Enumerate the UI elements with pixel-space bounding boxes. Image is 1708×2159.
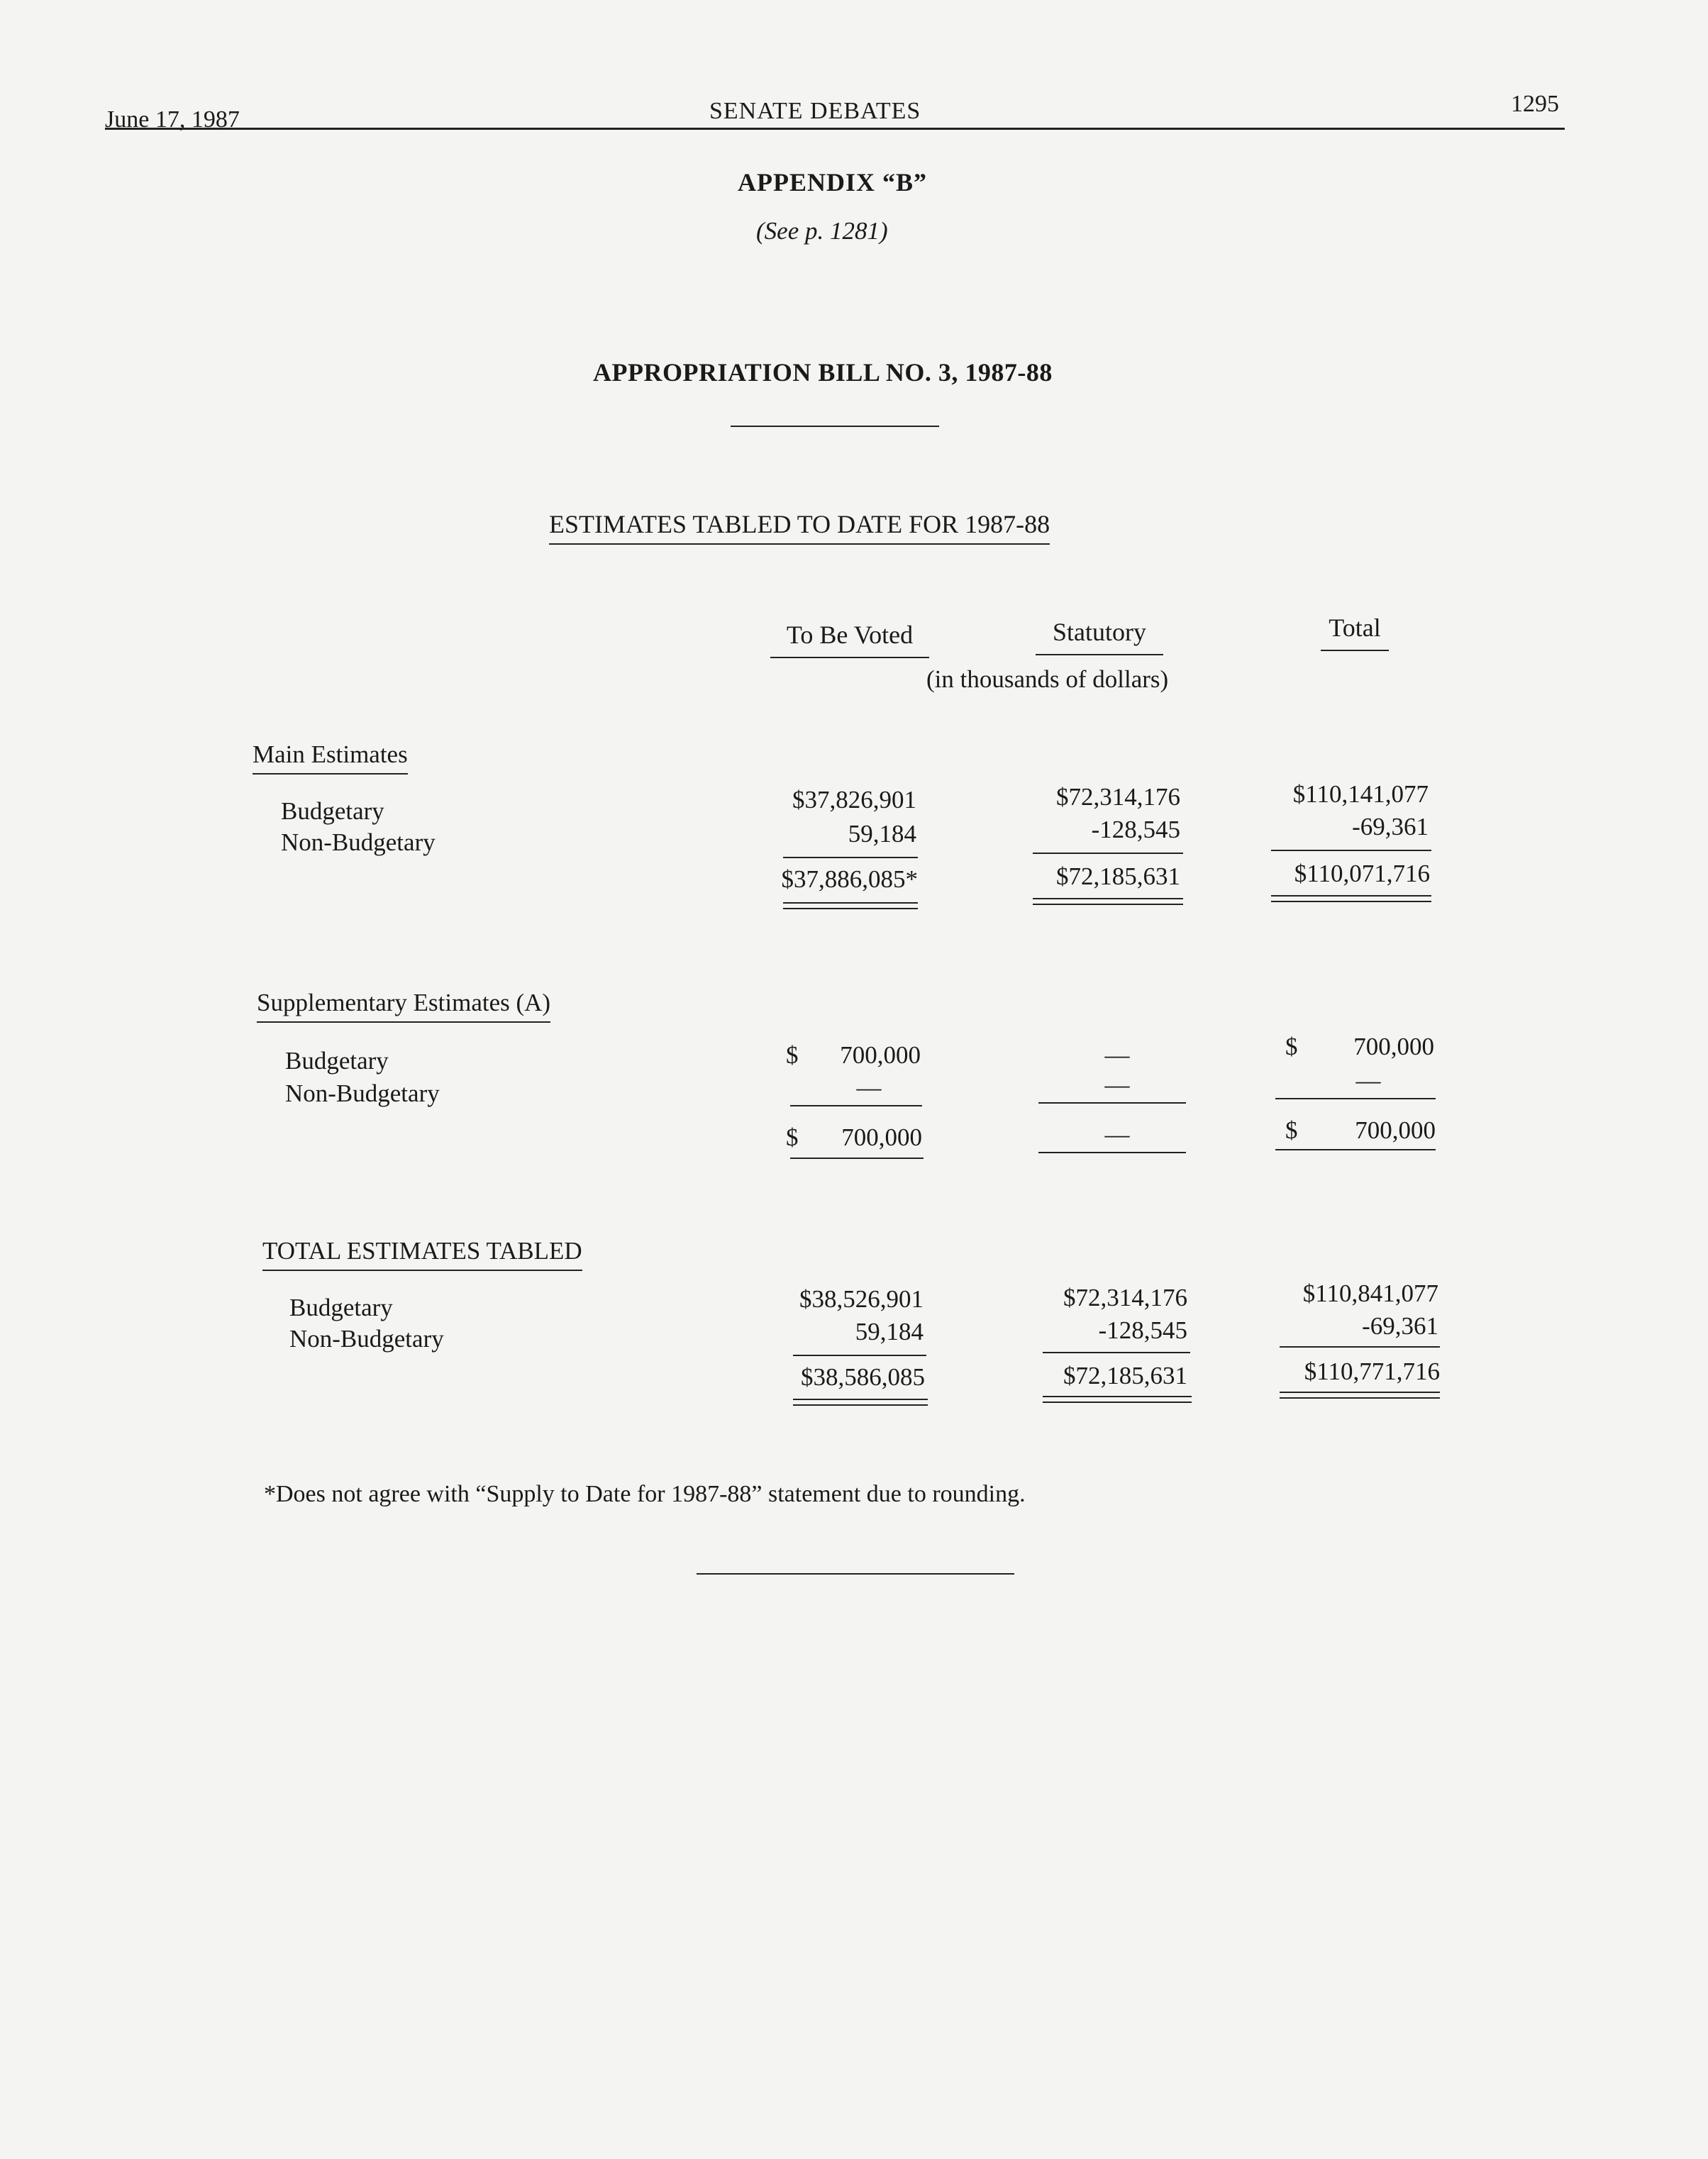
supp-subtotal-total-dollar-sign: $ — [1285, 1116, 1298, 1144]
supp-budgetary-statutory: — — [1104, 1041, 1130, 1069]
bill-title: APPROPRIATION BILL NO. 3, 1987-88 — [593, 358, 1053, 387]
total-subtotal-total: $110,771,716 — [1304, 1358, 1440, 1385]
total-non-budgetary-label: Non-Budgetary — [289, 1325, 444, 1353]
total-subtotal-to-be-voted: $38,586,085 — [801, 1363, 925, 1391]
supp-budgetary-total: 700,000 — [1353, 1033, 1434, 1060]
total-statutory-double-rule — [1043, 1396, 1192, 1403]
main-subtotal-total: $110,071,716 — [1294, 860, 1430, 887]
supp-subtotal-to-be-voted: 700,000 — [841, 1123, 922, 1151]
total-subtotal-statutory: $72,185,631 — [1063, 1362, 1187, 1389]
main-estimates-heading: Main Estimates — [253, 740, 408, 775]
closing-rule — [697, 1573, 1014, 1575]
supp-subtotal-total: 700,000 — [1355, 1116, 1436, 1144]
total-statutory-rule — [1043, 1352, 1190, 1353]
header-rule — [105, 128, 1565, 130]
header-date: June 17, 1987 — [105, 106, 240, 133]
column-header-to-be-voted: To Be Voted — [770, 620, 929, 658]
footnote: *Does not agree with “Supply to Date for 1987-88” statement due to rounding. — [264, 1481, 1026, 1507]
supp-statutory-total-rule — [1038, 1152, 1186, 1153]
supp-non-budgetary-total: — — [1355, 1067, 1381, 1094]
units-note: (in thousands of dollars) — [926, 665, 1169, 693]
supp-budgetary-label: Budgetary — [285, 1047, 389, 1075]
main-non-budgetary-statutory: -128,545 — [1091, 816, 1180, 843]
appendix-title: APPENDIX “B” — [738, 168, 928, 196]
header-publication: SENATE DEBATES — [709, 98, 921, 124]
supp-subtotal-to-be-voted-dollar-sign: $ — [786, 1123, 799, 1151]
main-subtotal-statutory: $72,185,631 — [1056, 862, 1180, 890]
total-total-double-rule — [1280, 1392, 1440, 1399]
main-non-budgetary-label: Non-Budgetary — [281, 828, 436, 856]
total-budgetary-total: $110,841,077 — [1302, 1280, 1438, 1307]
main-statutory-double-rule — [1033, 898, 1183, 905]
supp-non-budgetary-statutory: — — [1104, 1071, 1130, 1099]
supp-total-rule — [1275, 1098, 1436, 1099]
supp-non-budgetary-label: Non-Budgetary — [285, 1080, 440, 1107]
main-non-budgetary-total: -69,361 — [1352, 813, 1429, 840]
supp-budgetary-total-dollar-sign: $ — [1285, 1033, 1298, 1060]
main-budgetary-statutory: $72,314,176 — [1056, 783, 1180, 811]
header-page-number: 1295 — [1511, 91, 1559, 117]
main-to-be-voted-double-rule — [783, 902, 918, 909]
total-estimates-heading: TOTAL ESTIMATES TABLED — [262, 1237, 582, 1271]
total-non-budgetary-statutory: -128,545 — [1098, 1316, 1187, 1344]
total-non-budgetary-to-be-voted: 59,184 — [855, 1318, 924, 1345]
main-statutory-rule — [1033, 853, 1183, 854]
main-non-budgetary-to-be-voted: 59,184 — [848, 820, 916, 848]
total-total-rule — [1280, 1346, 1440, 1348]
supplementary-estimates-heading: Supplementary Estimates (A) — [257, 989, 550, 1023]
main-budgetary-to-be-voted: $37,826,901 — [792, 786, 916, 814]
main-budgetary-total: $110,141,077 — [1292, 780, 1429, 808]
estimates-title: ESTIMATES TABLED TO DATE FOR 1987-88 — [549, 509, 1050, 545]
supp-subtotal-statutory: — — [1104, 1121, 1130, 1148]
main-budgetary-label: Budgetary — [281, 797, 384, 825]
main-to-be-voted-rule — [783, 857, 918, 858]
supp-to-be-voted-rule — [790, 1105, 922, 1106]
supp-total-total-rule — [1275, 1149, 1436, 1150]
main-subtotal-to-be-voted: $37,886,085* — [781, 865, 918, 893]
supp-statutory-rule — [1038, 1102, 1186, 1104]
supp-budgetary-to-be-voted-dollar-sign: $ — [786, 1041, 799, 1069]
main-total-double-rule — [1271, 895, 1431, 902]
total-non-budgetary-total: -69,361 — [1362, 1312, 1438, 1340]
column-header-total: Total — [1321, 613, 1389, 651]
main-total-rule — [1271, 850, 1431, 851]
column-header-statutory: Statutory — [1036, 617, 1163, 655]
supp-non-budgetary-to-be-voted: — — [856, 1074, 882, 1101]
appendix-reference: (See p. 1281) — [756, 217, 888, 245]
total-budgetary-label: Budgetary — [289, 1294, 393, 1321]
total-to-be-voted-double-rule — [793, 1399, 928, 1406]
bill-title-rule — [731, 426, 939, 427]
supp-to-be-voted-total-rule — [790, 1158, 924, 1159]
total-budgetary-to-be-voted: $38,526,901 — [799, 1285, 924, 1313]
total-to-be-voted-rule — [793, 1355, 926, 1356]
total-budgetary-statutory: $72,314,176 — [1063, 1284, 1187, 1311]
supp-budgetary-to-be-voted: 700,000 — [840, 1041, 921, 1069]
